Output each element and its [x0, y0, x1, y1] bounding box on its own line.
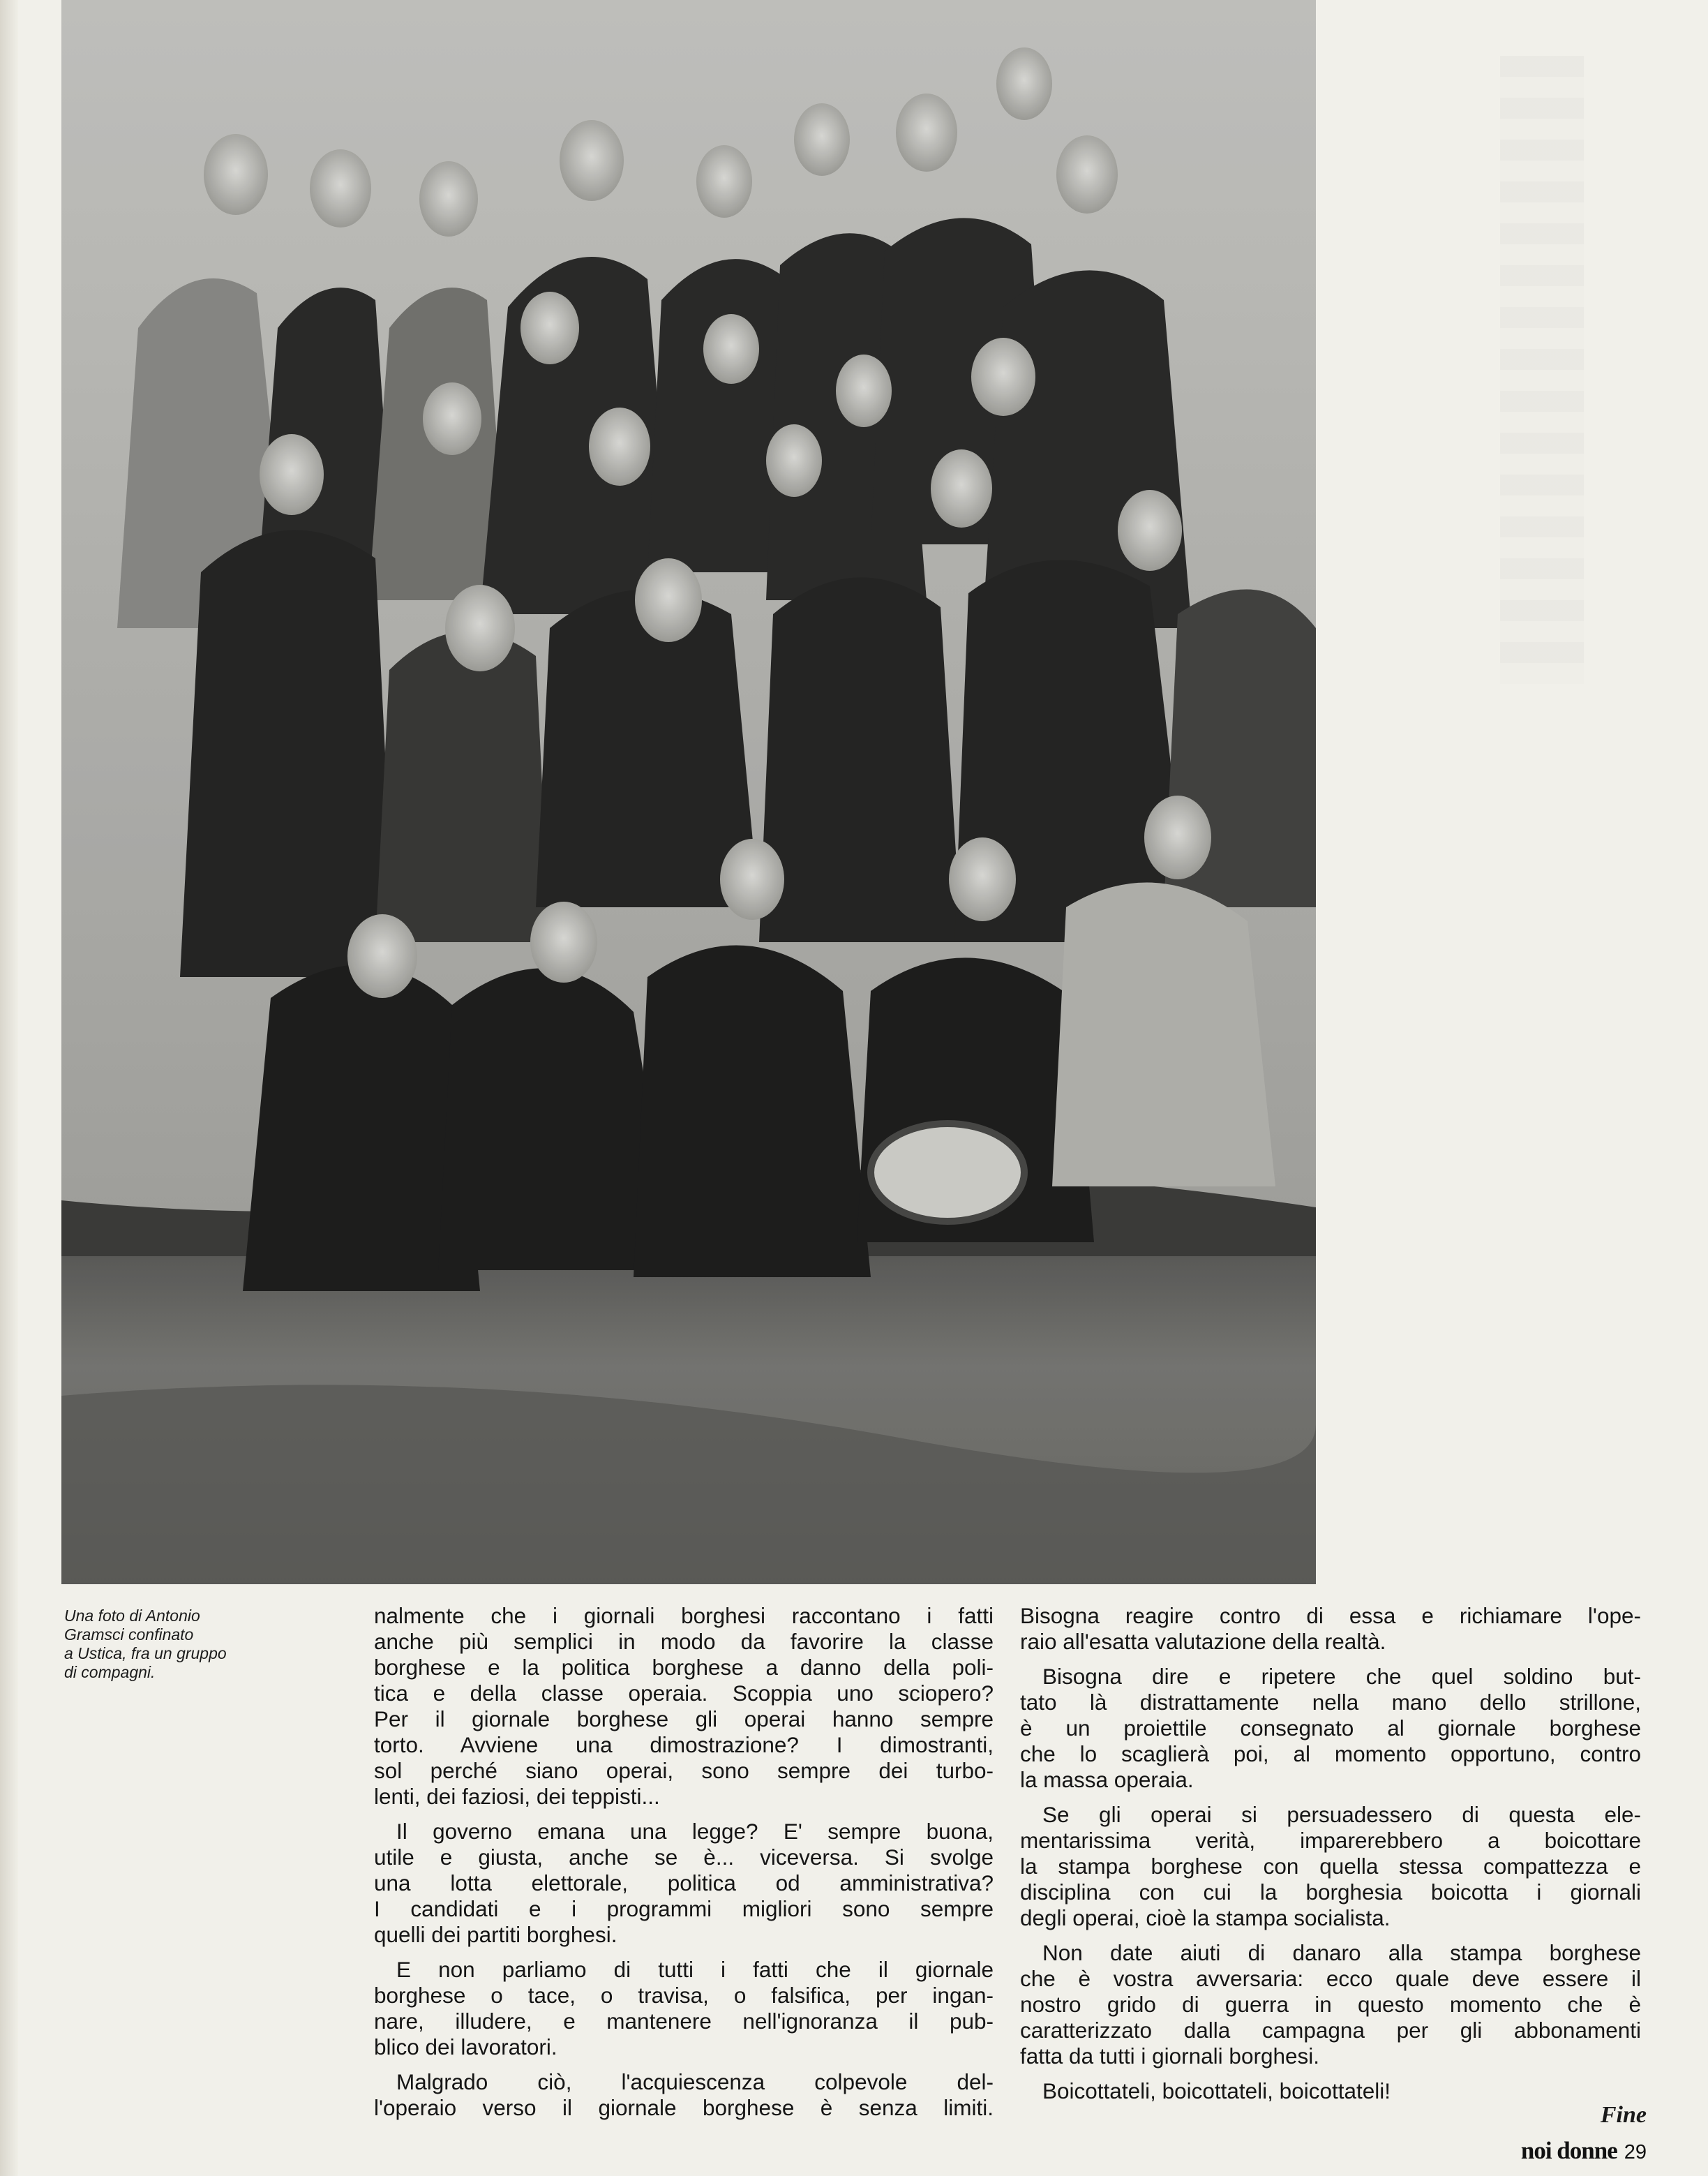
text-line: una lotta elettorale, politica od amministrativa? — [374, 1870, 994, 1895]
text-line: Se gli operai si persuadessero di questa ele- — [1042, 1802, 1641, 1827]
text-line: Per il giornale borghese gli operai hanno sempre — [374, 1706, 994, 1731]
text-line: la massa operaia. — [1020, 1767, 1194, 1792]
article-column-left — [374, 1603, 994, 2121]
magazine-logo: noi donne — [1520, 2137, 1617, 2164]
text-line: nalmente che i giornali borghesi raccontano i fatti — [374, 1603, 994, 1628]
text-line: utile e giusta, anche se è... viceversa. Si svolge — [374, 1845, 994, 1870]
text-line: quelli dei partiti borghesi. — [374, 1922, 617, 1947]
text-line: Bisogna dire e ripetere che quel soldino but- — [1042, 1664, 1641, 1689]
text-line: borghese e la politica borghese a danno della poli- — [374, 1655, 994, 1680]
caption-line: Una foto di Antonio — [64, 1607, 200, 1625]
text-line: la stampa borghese con quella stessa compattezza e — [1020, 1854, 1641, 1879]
text-line: degli operai, cioè la stampa socialista. — [1020, 1905, 1391, 1930]
text-line: tica e della classe operaia. Scoppia uno sciopero? — [374, 1681, 994, 1706]
caption-line: di compagni. — [64, 1663, 156, 1681]
text-line: Boicottateli, boicottateli, boicottateli! — [1042, 2078, 1391, 2103]
text-line: anche più semplici in modo da favorire la classe — [374, 1629, 994, 1654]
text-line: Malgrado ciò, l'acquiescenza colpevole del- — [396, 2069, 994, 2094]
text-line: disciplina con cui la borghesia boicotta i giornali — [1020, 1879, 1641, 1905]
text-line: l'operaio verso il giornale borghese è senza limiti. — [374, 2095, 994, 2120]
text-line: nare, illudere, e mantenere nell'ignoranza il pub- — [374, 2009, 994, 2034]
caption-line: a Ustica, fra un gruppo — [64, 1644, 227, 1662]
text-line: Bisogna reagire contro di essa e richiamare l'ope- — [1020, 1603, 1641, 1628]
page-binding-edge — [0, 0, 18, 2176]
article-column-right — [1020, 1603, 1641, 2104]
text-line: lenti, dei faziosi, dei teppisti... — [374, 1784, 660, 1809]
text-line: tato là distrattamente nella mano dello strillone, — [1020, 1690, 1641, 1715]
text-line: che è vostra avversaria: ecco quale deve essere il — [1020, 1966, 1641, 1991]
text-line: raio all'esatta valutazione della realtà. — [1020, 1629, 1386, 1654]
caption-line: Gramsci confinato — [64, 1625, 194, 1644]
text-line: sol perché siano operai, sono sempre dei turbo- — [374, 1758, 994, 1783]
text-line: nostro grido di guerra in questo momento che è — [1020, 1992, 1641, 2017]
text-line: caratterizzato dalla campagna per gli abbonamenti — [1020, 2018, 1641, 2043]
print-bleed-through — [1500, 56, 1584, 684]
text-line: I candidati e i programmi migliori sono sempre — [374, 1896, 994, 1921]
group-photograph-image — [61, 0, 1316, 1584]
group-photograph — [61, 0, 1316, 1584]
photo-caption — [64, 1607, 336, 1682]
text-line: E non parliamo di tutti i fatti che il giornale — [396, 1957, 994, 1982]
text-line: borghese o tace, o travisa, o falsifica, per ingan- — [374, 1983, 994, 2008]
article-end-mark: Fine — [1600, 2102, 1647, 2128]
text-line: Il governo emana una legge? E' sempre buona, — [396, 1819, 994, 1844]
text-line: è un proiettile consegnato al giornale borghese — [1020, 1715, 1641, 1741]
text-line: che lo scaglierà poi, al momento opportuno, contro — [1020, 1741, 1641, 1766]
text-line: blico dei lavoratori. — [374, 2034, 557, 2059]
text-line: torto. Avviene una dimostrazione? I dimostranti, — [374, 1732, 994, 1757]
text-line: Non date aiuti di danaro alla stampa borghese — [1042, 1940, 1641, 1965]
page-number: 29 — [1624, 2141, 1647, 2163]
text-line: fatta da tutti i giornali borghesi. — [1020, 2043, 1320, 2069]
page-footer — [1486, 2137, 1647, 2172]
text-line: mentarissima verità, imparerebbero a boicottare — [1020, 1828, 1641, 1853]
